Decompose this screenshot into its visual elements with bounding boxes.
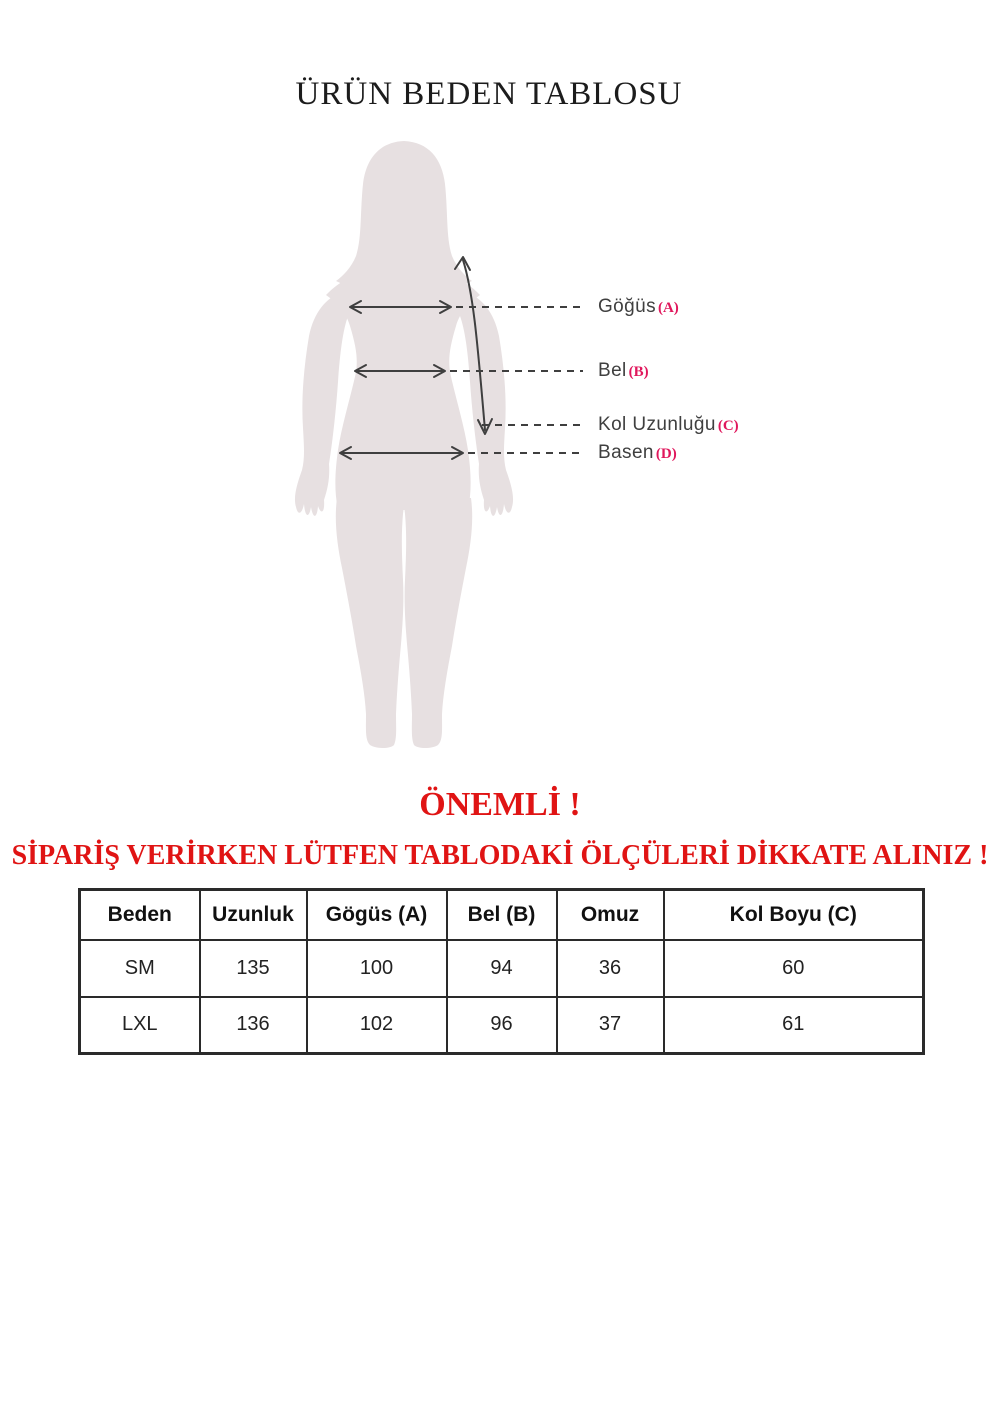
label-waist-key: (B)	[628, 364, 649, 380]
size-table-row-sm	[80, 940, 924, 997]
label-arm-length-text: Kol Uzunluğu	[598, 414, 716, 435]
cell-sm-beden: SM	[80, 940, 200, 997]
cell-sm-uzunluk: 135	[200, 940, 307, 997]
cell-lxl-kol-boyu: 61	[664, 997, 924, 1054]
size-table-header-row	[80, 890, 924, 940]
label-waist	[598, 360, 649, 382]
female-body-silhouette-icon	[295, 141, 513, 748]
label-hip	[598, 442, 677, 464]
cell-lxl-uzunluk: 136	[200, 997, 307, 1054]
size-table-row-lxl	[80, 997, 924, 1054]
cell-lxl-gogus: 102	[307, 997, 447, 1054]
label-waist-text: Bel	[598, 360, 627, 381]
size-table	[78, 888, 925, 1055]
label-arm-length	[598, 414, 739, 436]
col-header-omuz: Omuz	[557, 890, 664, 940]
body-measurement-diagram	[280, 130, 760, 760]
col-header-beden: Beden	[80, 890, 200, 940]
notice-heading: ÖNEMLİ !	[419, 786, 581, 823]
label-arm-length-key: (C)	[717, 418, 739, 434]
label-hip-key: (D)	[655, 446, 677, 462]
cell-lxl-beden: LXL	[80, 997, 200, 1054]
cell-sm-omuz: 36	[557, 940, 664, 997]
label-hip-text: Basen	[598, 442, 654, 463]
col-header-bel: Bel (B)	[447, 890, 557, 940]
col-header-kol-boyu: Kol Boyu (C)	[664, 890, 924, 940]
cell-sm-gogus: 100	[307, 940, 447, 997]
label-chest	[598, 296, 679, 318]
cell-sm-kol-boyu: 60	[664, 940, 924, 997]
col-header-gogus: Gögüs (A)	[307, 890, 447, 940]
cell-lxl-omuz: 37	[557, 997, 664, 1054]
label-chest-key: (A)	[657, 300, 679, 316]
cell-lxl-bel: 96	[447, 997, 557, 1054]
cell-sm-bel: 94	[447, 940, 557, 997]
label-chest-text: Göğüs	[598, 296, 656, 317]
page-title: ÜRÜN BEDEN TABLOSU	[295, 76, 683, 112]
col-header-uzunluk: Uzunluk	[200, 890, 307, 940]
notice-warning: SİPARİŞ VERİRKEN LÜTFEN TABLODAKİ ÖLÇÜLERİ DİKKATE ALINIZ !	[11, 840, 989, 871]
